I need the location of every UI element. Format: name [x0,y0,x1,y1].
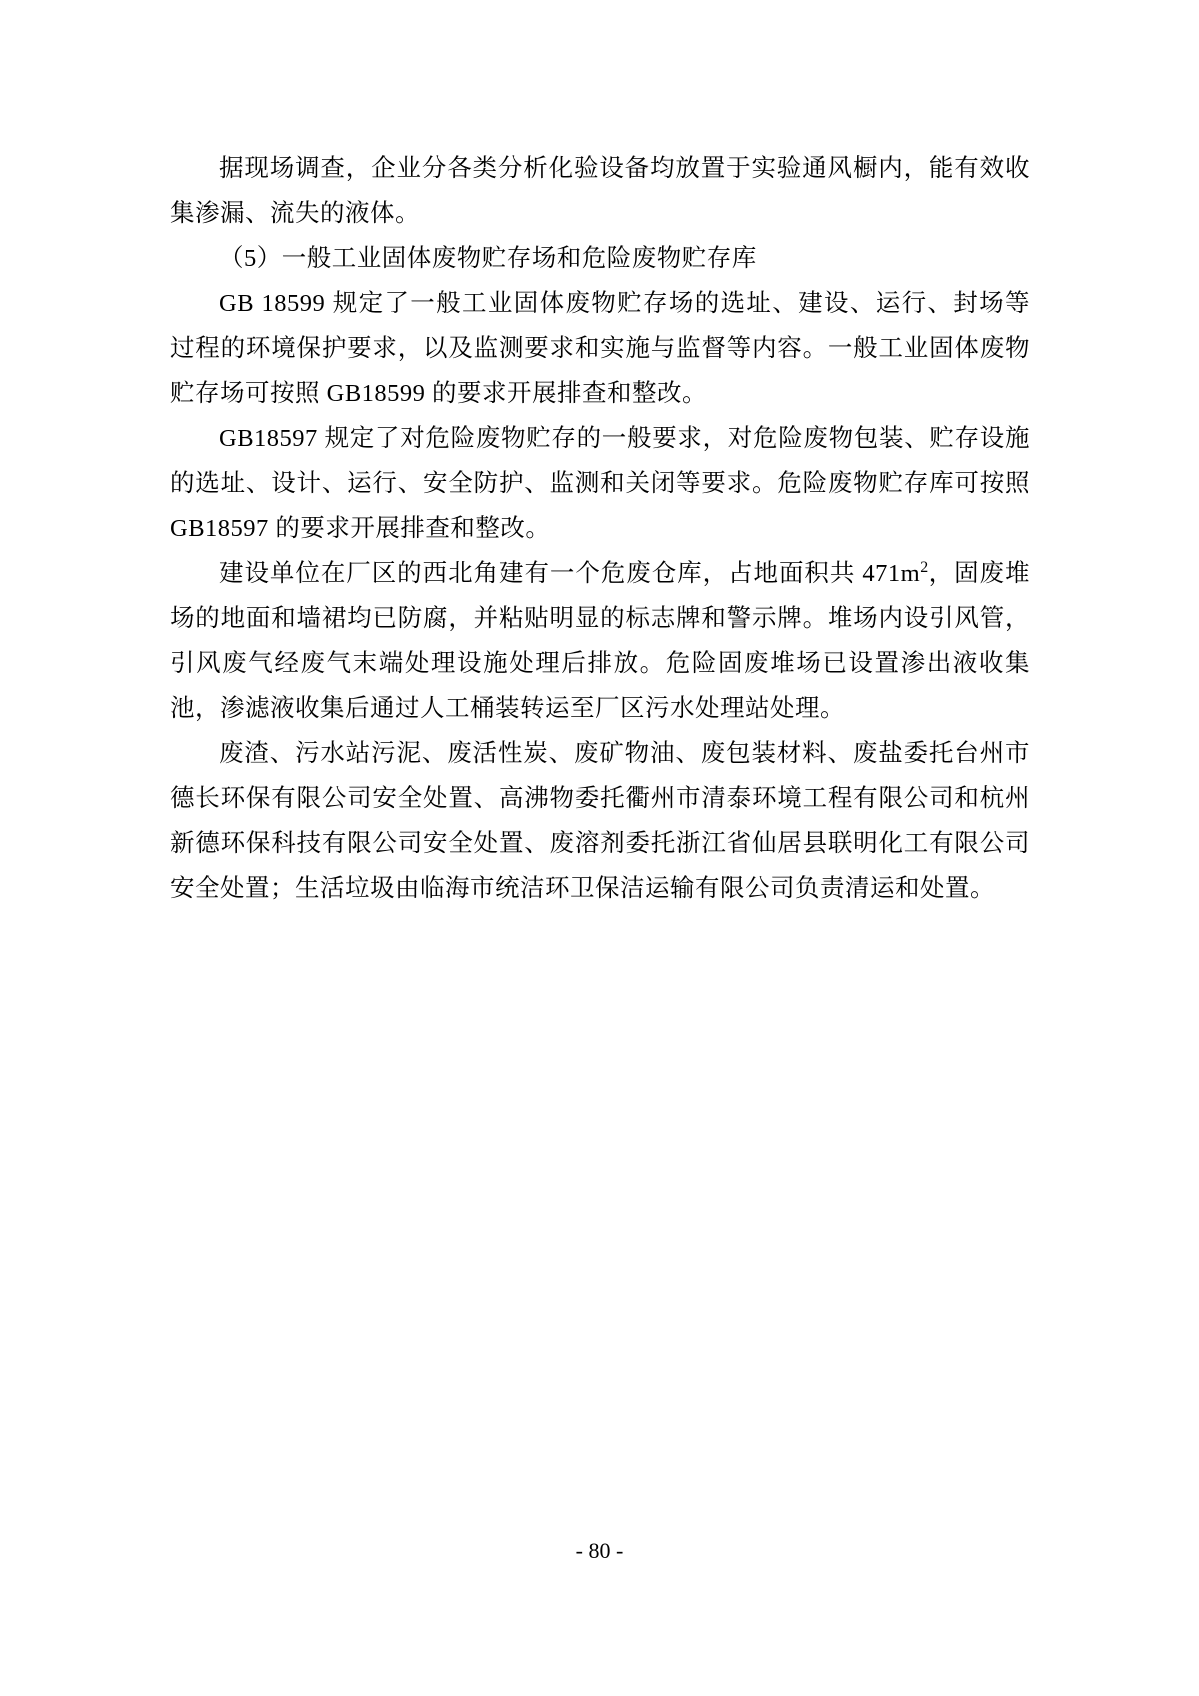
paragraph-disposal: 废渣、污水站污泥、废活性炭、废矿物油、废包装材料、废盐委托台州市德长环保有限公司安全处置、高沸物委托衢州市清泰环境工程有限公司和杭州新德环保科技有限公司安全处置、废溶剂委托浙江省仙居县联明化工有限公司安全处置；生活垃圾由临海市统洁环卫保洁运输有限公司负责清运和处置。 [170,740,1030,902]
paragraph-warehouse [170,551,1030,731]
document-body [170,146,1030,911]
paragraph-gb18599: GB 18599 规定了一般工业固体废物贮存场的选址、建设、运行、封场等过程的环境保护要求，以及监测要求和实施与监督等内容。一般工业固体废物贮存场可按照 GB18599 的要求开展排查和整改。 [170,290,1030,407]
superscript-2: 2 [920,558,929,576]
paragraph-warehouse-text-after: ，固废堆场的地面和墙裙均已防腐，并粘贴明显的标志牌和警示牌。堆场内设引风管，引风废气经废气末端处理设施处理后排放。危险固废堆场已设置渗出液收集池，渗滤液收集后通过人工桶装转运至厂区污水处理站处理。 [170,560,1031,722]
page-number: - 80 - [575,1538,624,1563]
section-heading-5: （5）一般工业固体废物贮存场和危险废物贮存库 [219,245,757,272]
paragraph-gb18597: GB18597 规定了对危险废物贮存的一般要求，对危险废物包装、贮存设施的选址、设计、运行、安全防护、监测和关闭等要求。危险废物贮存库可按照 GB18597 的要求开展排查和整改。 [170,425,1030,542]
paragraph-warehouse-text-before: 建设单位在厂区的西北角建有一个危废仓库，占地面积共 471m [219,560,921,587]
paragraph-survey: 据现场调查，企业分各类分析化验设备均放置于实验通风橱内，能有效收集渗漏、流失的液体。 [170,155,1030,227]
